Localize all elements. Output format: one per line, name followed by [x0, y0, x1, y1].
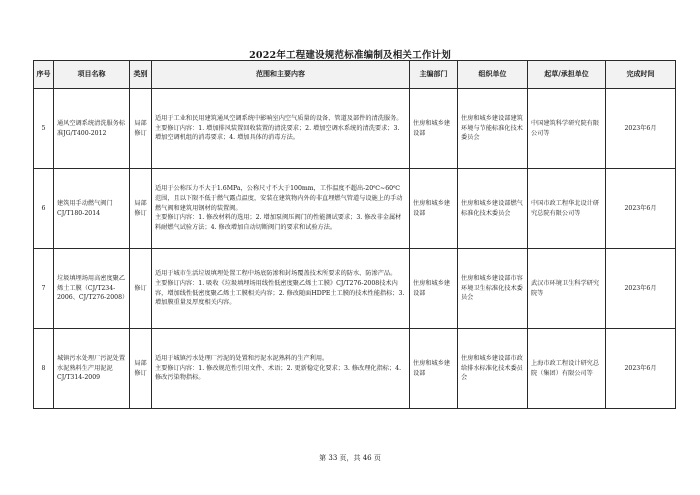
header-name: 项目名称 [54, 61, 130, 89]
header-completion: 完成时间 [606, 61, 676, 89]
scope-revisions: 主要修订内容：1. 增加排风装置回收装置的清洗要求；2. 增加空调水系统的清洗要求；3. 增加空调机组的消毒要求；4. 增加具体的消毒方法。 [155, 124, 400, 142]
row-authority: 住房和城乡建设部 [410, 329, 458, 409]
row-org: 住房和城乡建设部市政给排水标准化技术委员会 [458, 329, 528, 409]
row-org: 住房和城乡建设部市容环境卫生标准化技术委员会 [458, 249, 528, 329]
row-drafter: 上海市政工程设计研究总院（集团）有限公司等 [528, 329, 606, 409]
scope-applicability: 适用于工业和民用建筑通风空调系统中影响室内空气质量的设备、管道及部件的清洗服务。 [155, 115, 403, 123]
header-category: 类别 [130, 61, 152, 89]
row-scope [152, 249, 410, 329]
scope-applicability: 适用于城镇污水处理厂污泥的处置和污泥水泥熟料的生产利用。 [155, 355, 329, 363]
row-category: 局部修订 [130, 329, 152, 409]
scope-revisions: 主要修订内容：1. 修改材料的选用；2. 增加泵阀压阀门的性能测试要求；3. 修改非金属材料耐燃气试验方法；4. 修改增加自动切断阀门的要求和试验方法。 [155, 214, 402, 231]
row-scope [152, 169, 410, 249]
row-seq: 5 [34, 89, 54, 169]
row-drafter: 中国市政工程华北设计研究总院有限公司等 [528, 169, 606, 249]
row-seq: 6 [34, 169, 54, 249]
row-scope [152, 329, 410, 409]
page-number: 第 33 页，共 46 页 [319, 454, 381, 462]
row-category: 修订 [130, 249, 152, 329]
table-row [34, 169, 676, 249]
row-org: 住房和城乡建设部建筑环境与节能标准化技术委员会 [458, 89, 528, 169]
header-drafter: 起草/承担单位 [528, 61, 606, 89]
row-category: 局部修订 [130, 89, 152, 169]
row-authority: 住房和城乡建设部 [410, 89, 458, 169]
header-seq: 序号 [34, 61, 54, 89]
work-plan-table [33, 60, 676, 409]
row-completion: 2023年6月 [606, 169, 676, 249]
row-completion: 2023年6月 [606, 89, 676, 169]
row-completion: 2023年6月 [606, 249, 676, 329]
row-project-name: 城镇污水处理厂污泥处置 水泥熟料生产用泥泥CJ/T314-2009 [54, 329, 130, 409]
scope-applicability: 适用于公称压力不大于1.6MPa，公称尺寸不大于100mm，工作温度不超出-20℃~60℃范围，且以下限不低于燃气露点温度，安装在建筑物内外的非直埋燃气管道与设施上的手动燃气阀和建筑用钢材的装置阀。 [155, 185, 403, 212]
row-drafter: 武汉市环境卫生科学研究院等 [528, 249, 606, 329]
header-scope: 范围和主要内容 [152, 61, 410, 89]
row-scope [152, 89, 410, 169]
scope-revisions: 主要修订内容：1. 修改规范性引用文件、术语；2. 更新稳定化要求；3. 修改理化指标；4. 修改污染物指标。 [155, 364, 402, 382]
document-title: 2022年工程建设规范标准编制及相关工作计划 [249, 50, 451, 61]
table-row [34, 329, 676, 409]
scope-revisions: 主要修订内容：1. 吸收《垃圾填埋场用线性低密度聚乙烯土工膜》CJ/T276-2008技术内容，增加线性低密度聚乙烯土工膜相关内容；2. 修改随面HDPE土工膜的技术性能指标；3. 增加膜重量及厚度相关内容。 [155, 279, 405, 307]
row-drafter: 中国建筑科学研究院有限公司等 [528, 89, 606, 169]
row-completion: 2023年6月 [606, 329, 676, 409]
row-seq: 8 [34, 329, 54, 409]
row-category: 局部修订 [130, 169, 152, 249]
row-project-name: 通风空调系统清洗服务标准JG/T400-2012 [54, 89, 130, 169]
table-row [34, 249, 676, 329]
row-authority: 住房和城乡建设部 [410, 169, 458, 249]
row-org: 住房和城乡建设部燃气标准化技术委员会 [458, 169, 528, 249]
header-authority: 主编部门 [410, 61, 458, 89]
scope-applicability: 适用于城市生活垃圾填埋处置工程中场底防渗和封场覆盖技术所要求的防水、防渗产品。 [155, 270, 397, 278]
table-row [34, 89, 676, 169]
table-header-row [34, 61, 676, 89]
row-seq: 7 [34, 249, 54, 329]
row-project-name: 建筑用手动燃气阀门CJ/T180-2014 [54, 169, 130, 249]
header-org: 组织单位 [458, 61, 528, 89]
row-project-name: 垃圾填埋场用高密度聚乙烯土工膜（CJ/T234-2006、CJ/T276-2008） [54, 249, 130, 329]
row-authority: 住房和城乡建设部 [410, 249, 458, 329]
